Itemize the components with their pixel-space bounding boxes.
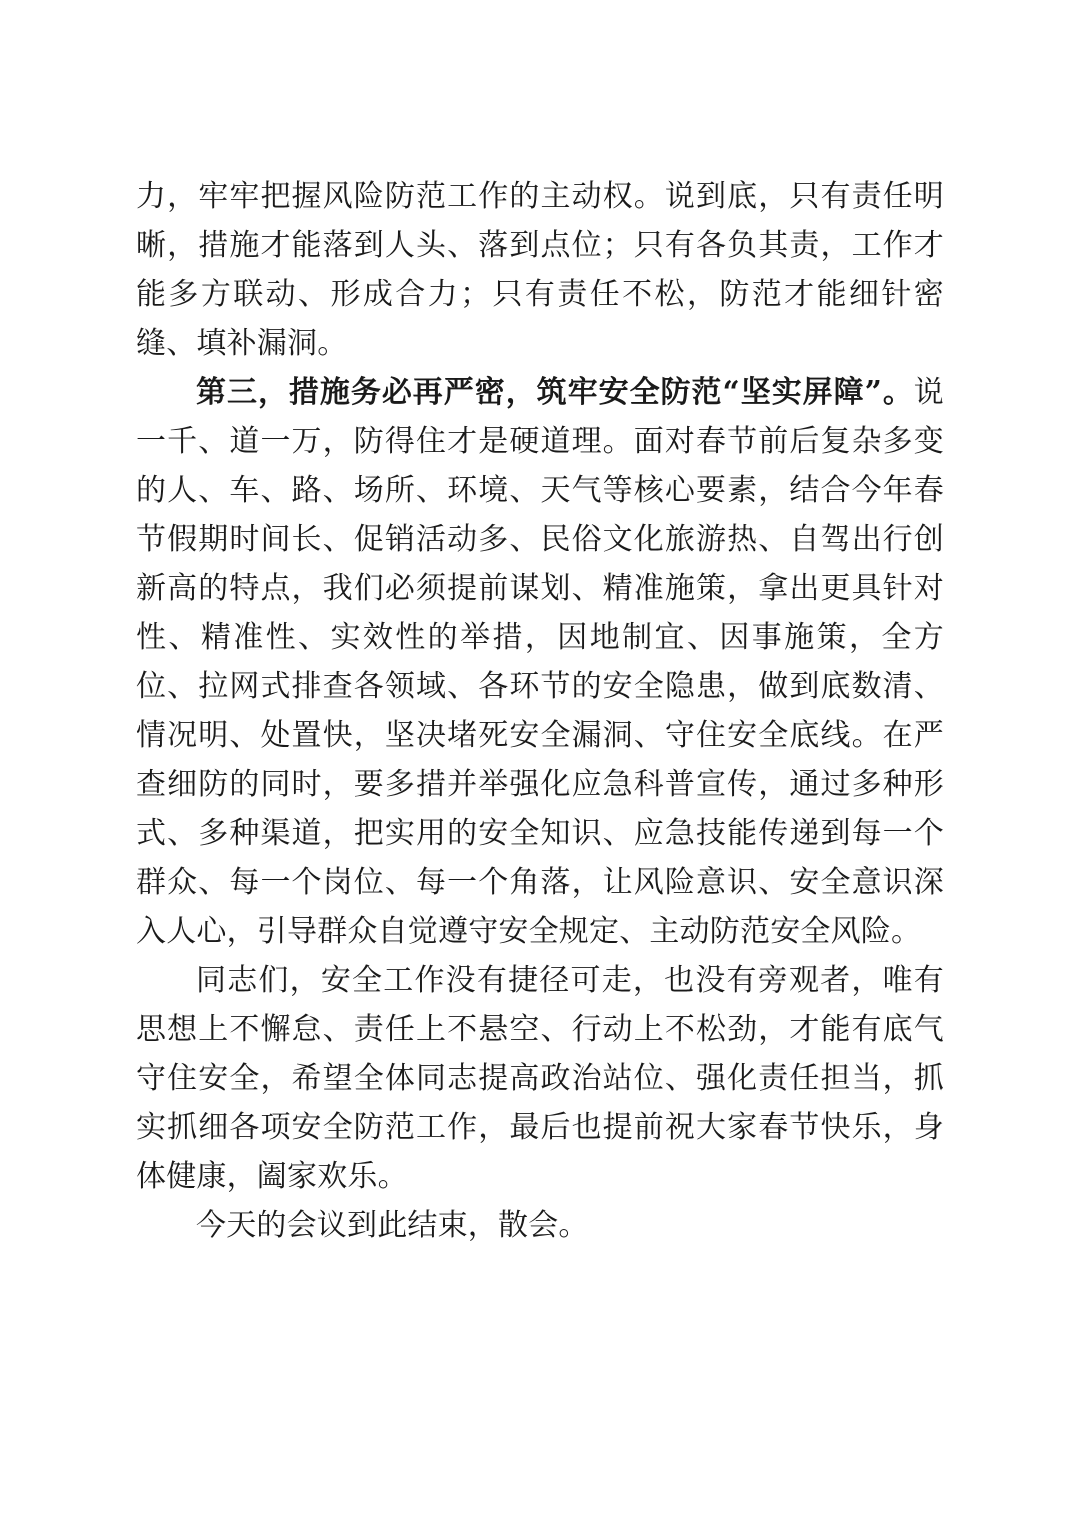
section-heading-third: 第三，措施务必再严密，筑牢安全防范“坚实屏障”。 xyxy=(196,375,914,410)
paragraph-closing: 今天的会议到此结束，散会。 xyxy=(196,1208,589,1243)
paragraph-measures xyxy=(136,368,944,956)
paragraph-comrades: 同志们，安全工作没有捷径可走，也没有旁观者，唯有思想上不懈怠、责任上不悬空、行动上不松劲，才能有底气守住安全，希望全体同志提高政治站位、强化责任担当，抓实抓细各项安全防范工作，最后也提前祝大家春节快乐，身体健康，阖家欢乐。 xyxy=(136,963,944,1194)
paragraph-continuation: 力，牢牢把握风险防范工作的主动权。说到底，只有责任明晰，措施才能落到人头、落到点位；只有各负其责，工作才能多方联动、形成合力；只有责任不松，防范才能细针密缝、填补漏洞。 xyxy=(136,179,944,361)
paragraph-measures-body: 说一千、道一万，防得住才是硬道理。面对春节前后复杂多变的人、车、路、场所、环境、天气等核心要素，结合今年春节假期时间长、促销活动多、民俗文化旅游热、自驾出行创新高的特点，我们必须提前谋划、精准施策，拿出更具针对性、精准性、实效性的举措，因地制宜、因事施策，全方位、拉网式排查各领域、各环节的安全隐患，做到底数清、情况明、处置快，坚决堵死安全漏洞、守住安全底线。在严查细防的同时，要多措并举强化应急科普宣传，通过多种形式、多种渠道，把实用的安全知识、应急技能传递到每一个群众、每一个岗位、每一个角落，让风险意识、安全意识深入人心，引导群众自觉遵守安全规定、主动防范安全风险。 xyxy=(136,375,944,949)
document-body xyxy=(136,172,944,1250)
